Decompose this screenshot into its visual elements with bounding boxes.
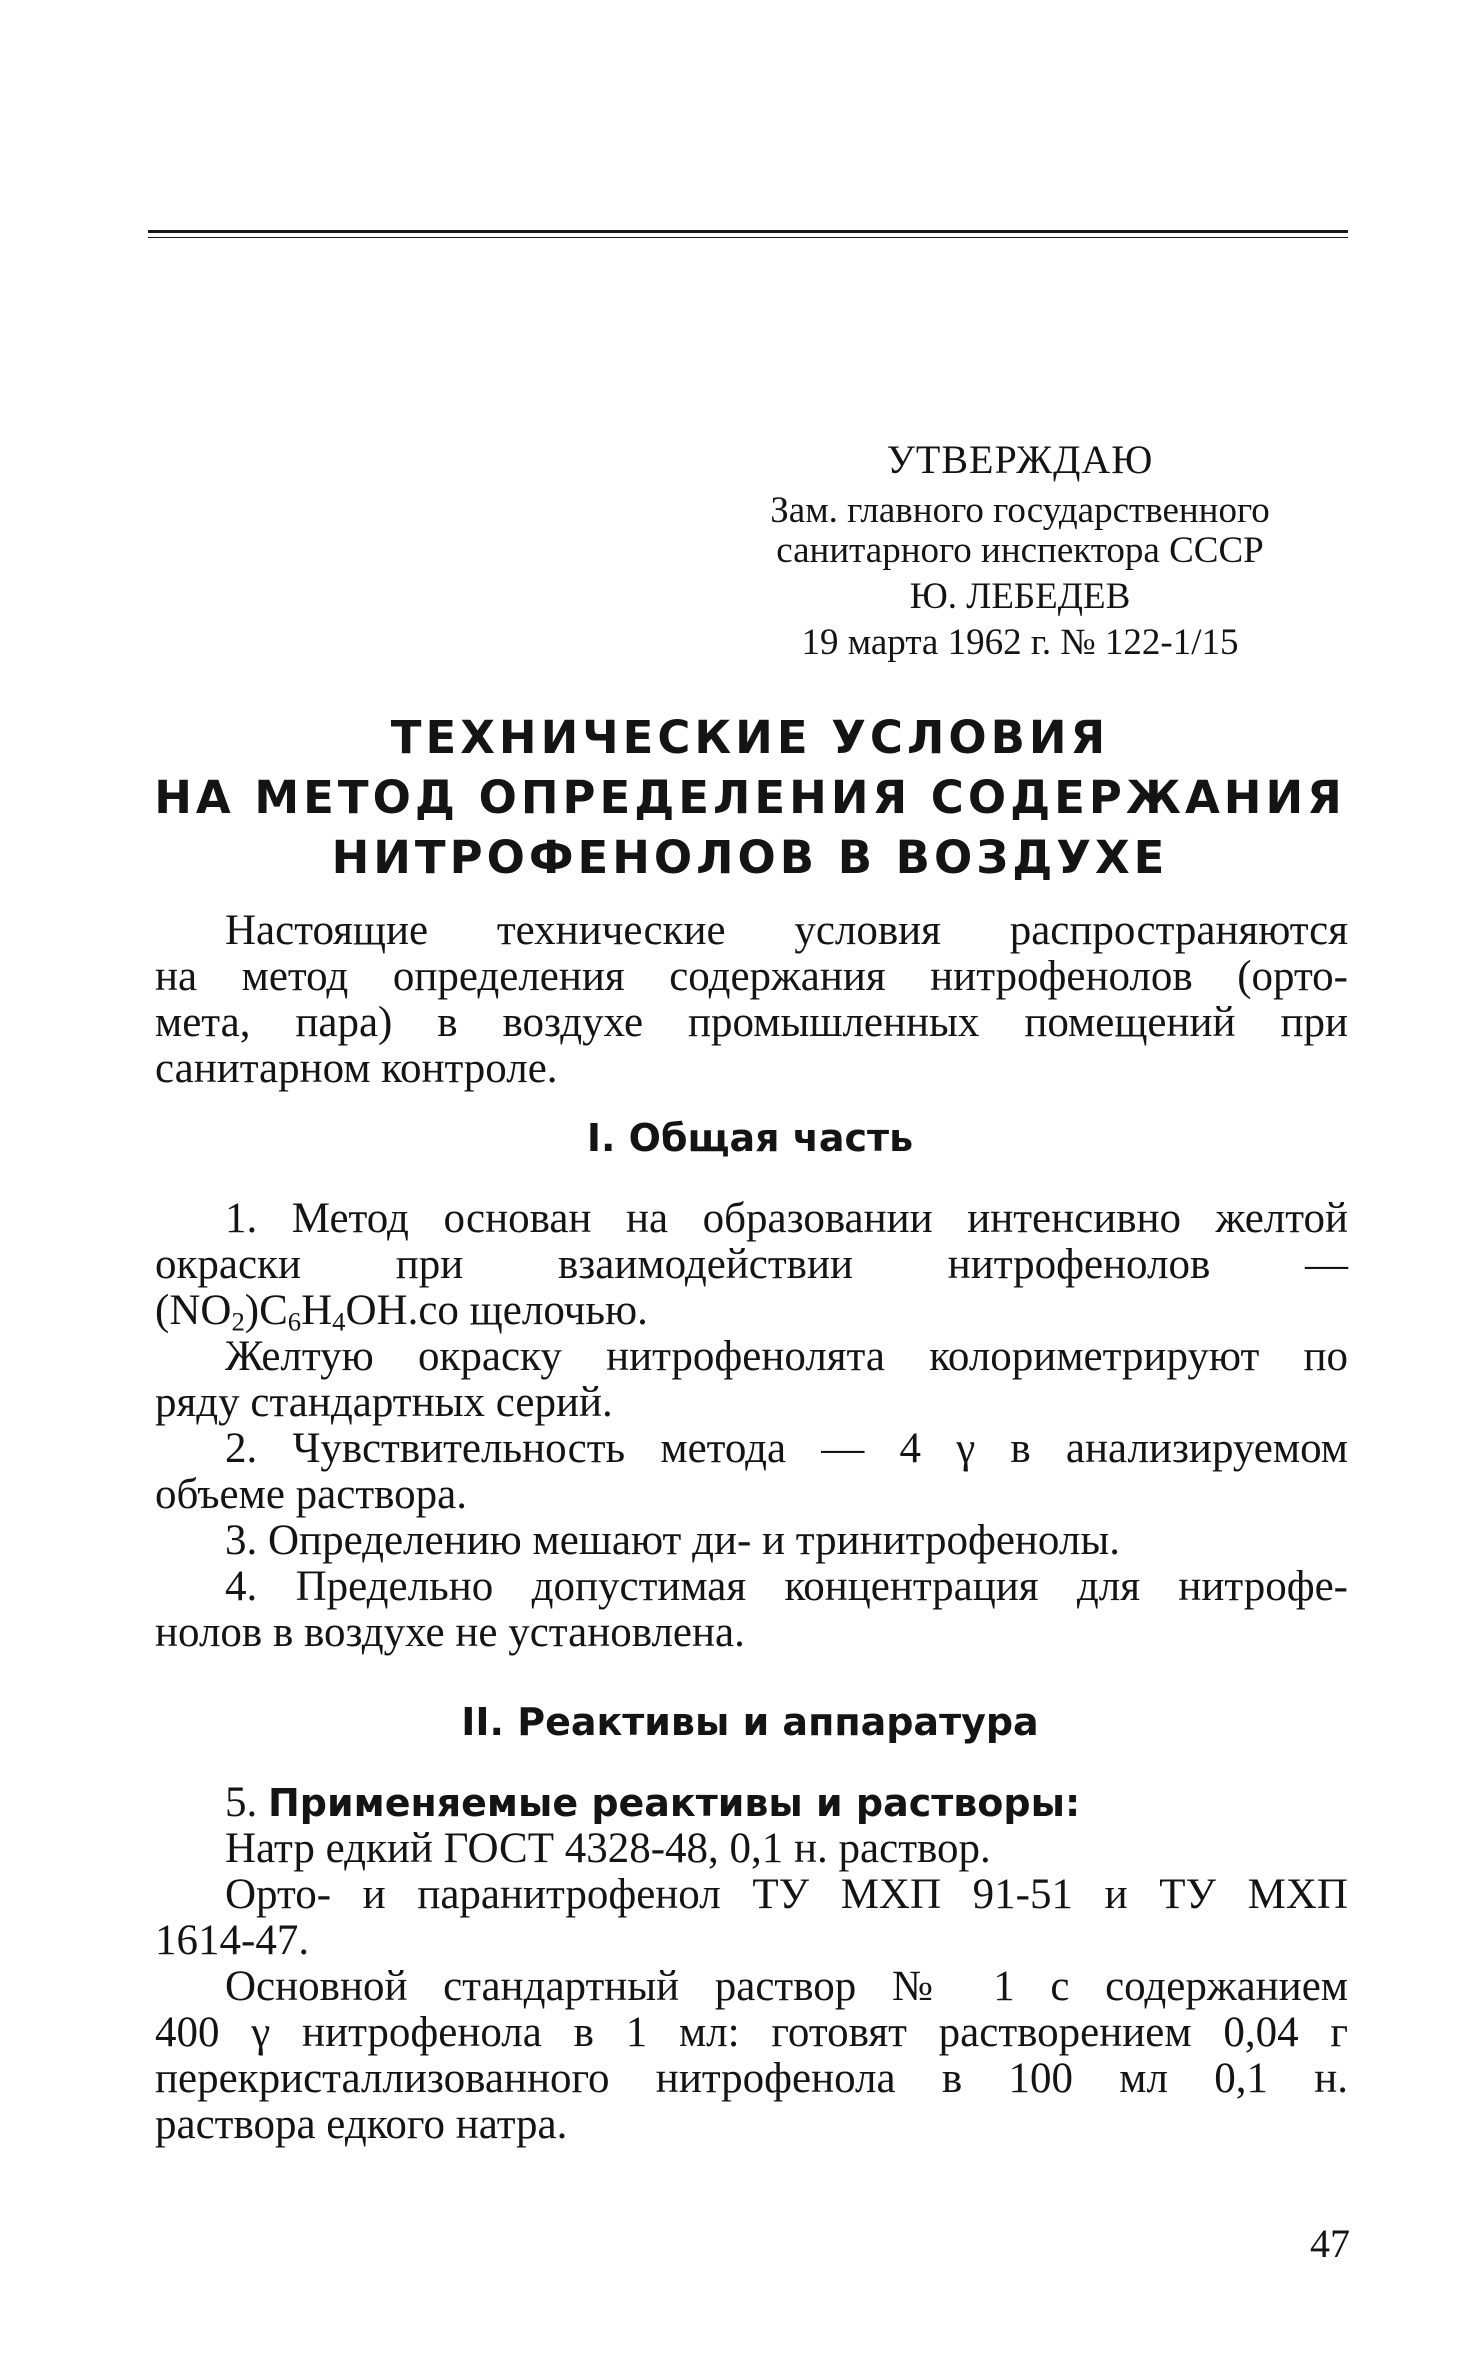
title-line-3: НИТРОФЕНОЛОВ В ВОЗДУХЕ xyxy=(331,831,1169,884)
reagent-line: Орто- и паранитрофенол ТУ МХП 91-51 и ТУ МХП xyxy=(225,1871,1348,1918)
item1-continuation-line: Желтую окраску нитрофенолята колориметрируют по xyxy=(225,1333,1348,1380)
approval-title: УТВЕРЖДАЮ xyxy=(886,437,1154,482)
approval-date: 19 марта 1962 г. № 122-1/15 xyxy=(801,622,1239,663)
formula-line: $(NO_2)C_6H_4OH.со$ щелочью. xyxy=(155,1287,648,1337)
reagent-line: Натр едкий ГОСТ 4328-48, 0,1 н. раствор. xyxy=(225,1825,991,1872)
approval-position-line2: санитарного инспектора СССР xyxy=(776,530,1264,571)
item5-label: Применяемые реактивы и растворы: xyxy=(268,1781,1081,1825)
reagent-line: 1614-47. xyxy=(155,1917,310,1964)
item1-line: 1. Метод основан на образовании интенсивно желтой xyxy=(225,1195,1348,1242)
title-line-2: НА МЕТОД ОПРЕДЕЛЕНИЯ СОДЕРЖАНИЯ xyxy=(154,771,1346,824)
intro-line: на метод определения содержания нитрофенолов (орто- xyxy=(155,953,1348,1000)
item1-line: окраски при взаимодействии нитрофенолов — xyxy=(155,1241,1348,1288)
item1-continuation-line: ряду стандартных серий. xyxy=(155,1379,613,1426)
item2-line: 2. Чувствительность метода — 4 γ в анализируемом xyxy=(225,1425,1348,1472)
item5-line: 5. Применяемые реактивы и растворы: xyxy=(225,1779,1081,1826)
top-rule xyxy=(148,230,1348,233)
page-number: 47 xyxy=(1310,2221,1350,2266)
reagent-line: 400 γ нитрофенола в 1 мл: готовят растворением 0,04 г xyxy=(155,2009,1348,2056)
item4-line: 4. Предельно допустимая концентрация для нитрофе- xyxy=(225,1563,1348,1610)
approval-block xyxy=(740,437,1300,670)
section-heading-general: I. Общая часть xyxy=(586,1116,914,1160)
section-heading-reagents: II. Реактивы и аппаратура xyxy=(461,1700,1039,1744)
reagent-line: Основной стандартный раствор № 1 с содержанием xyxy=(225,1963,1348,2010)
section2-body xyxy=(155,1780,1348,2148)
intro-line: мета, пара) в воздухе промышленных помещений при xyxy=(155,999,1348,1046)
approval-name: Ю. ЛЕБЕДЕВ xyxy=(909,576,1131,617)
intro-line: санитарном контроле. xyxy=(155,1045,558,1092)
document-title xyxy=(150,708,1350,888)
title-line-1: ТЕХНИЧЕСКИЕ УСЛОВИЯ xyxy=(390,711,1110,764)
reagent-line: раствора едкого натра. xyxy=(155,2101,568,2148)
reagent-line: перекристаллизованного нитрофенола в 100 мл 0,1 н. xyxy=(155,2055,1348,2102)
intro-line: Настоящие технические условия распространяются xyxy=(225,907,1348,954)
section1-body xyxy=(155,1196,1348,1656)
intro-paragraph xyxy=(155,908,1348,1092)
item4-line: нолов в воздухе не установлена. xyxy=(155,1609,745,1656)
approval-position-line1: Зам. главного государственного xyxy=(770,490,1270,531)
item2-line: объеме раствора. xyxy=(155,1471,467,1518)
top-rule-thin xyxy=(148,237,1348,238)
item3-line: 3. Определению мешают ди- и тринитрофенолы. xyxy=(225,1517,1120,1564)
